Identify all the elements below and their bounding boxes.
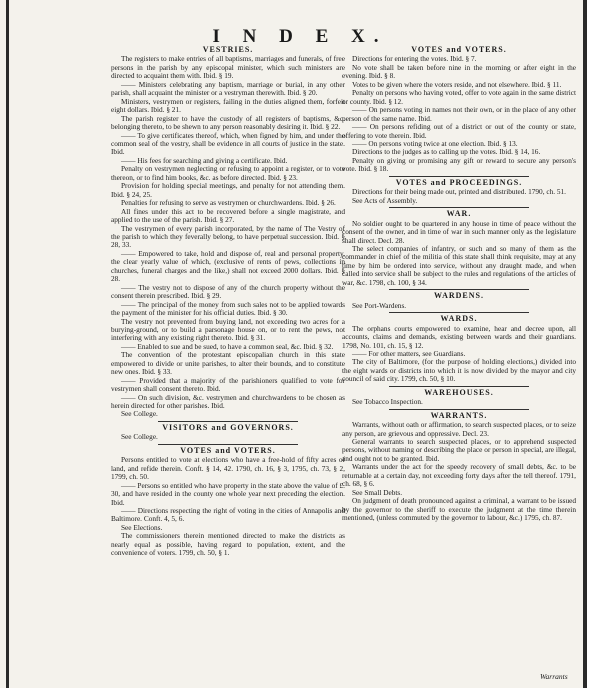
see-reference: See Elections.: [121, 522, 163, 532]
index-entry: Directions for their being made out, printed and distributed. 1790, ch. 51.: [352, 187, 566, 197]
section-divider: [389, 289, 529, 290]
see-reference: See Acts of Assembly.: [352, 195, 418, 205]
index-entry: The convention of the protestant episcopalian church in this state empowered to divide or unite parishes, to alter their bounds, and to constitute new ones. Ibid. § 33.: [111, 350, 345, 377]
index-entry: On judgment of death pronounced against a criminal, a warrant to be issued by the governor to the sheriff to execute the judgment at the time therein mentioned, (unless commuted by the governor to labour, &c.) 1795, ch. 87.: [342, 496, 576, 523]
index-entry: Warrants under the act for the speedy recovery of small debts, &c. to be returnable at a certain day, not exceeding forty days after the tell thereof. 1791, ch. 68, § 6.: [342, 462, 576, 489]
index-entry: Penalty on vestrymen neglecting or refusing to appoint a register, or to vote thereon, or to find him books, &c. as before directed. Ibid. § 23.: [111, 164, 345, 182]
index-entry: —— To give certificates thereof, which, when figned by him, and under the common seal of the vestry, shall be evidence in all courts of justice in the state. Ibid.: [111, 130, 345, 157]
catchword: Warrants: [540, 672, 568, 681]
index-entry: Penalties for refusing to serve as vestrymen or churchwardens. Ibid. § 26.: [121, 198, 336, 208]
index-entry: The registers to make entries of all baptisms, marriages and funerals, of free persons in the parish by any episcopal minister, which such ministers are directed to acquaint them with. Ibid. § 19.: [111, 54, 345, 81]
section-divider: [158, 444, 298, 445]
section-heading-wardens: WARDENS.: [433, 291, 484, 301]
section-heading-votes: VOTES and VOTERS.: [180, 445, 276, 455]
index-entry: The orphans courts empowered to examine, hear and decree upon, all accounts, claims and demands, existing between wards and their guardians. 1798, No. 101, ch. 15, § 12.: [342, 323, 576, 350]
page-edge: [587, 0, 600, 688]
section-divider: [389, 207, 529, 208]
section-heading-visitors: VISITORS and GOVERNORS.: [162, 422, 294, 432]
index-entry: —— On persons refiding out of a district or out of the county or state, offering to vote therein. Ibid.: [342, 122, 576, 140]
index-entry: The vestry not prevented from buying land, not exceeding two acres for a burying-ground, or to build a parsonage house on, or to rent the pews, not interfering with any existing right thereto. Ibid. § 31.: [111, 316, 345, 343]
index-entry: —— Empowered to take, hold and dispose of, real and personal property, the clear yearly value of which, (exclusive of rents of pews, collections in churches, funeral charges and the like,) shall not exceed 2000 dollars. Ibid. § 28.: [111, 248, 345, 284]
section-heading-warrants: WARRANTS.: [430, 410, 488, 420]
index-entry: Penalty on persons who having voted, offer to vote again in the same district or county. Ibid. § 12.: [342, 88, 576, 106]
see-reference: See Port-Wardens.: [352, 300, 407, 310]
index-entry: Votes to be given where the voters reside, and not elsewhere. Ibid. § 11.: [352, 79, 562, 89]
index-entry: —— The principal of the money from such sales not to be applied towards the payment of the minister for his official duties. Ibid. § 30.: [111, 299, 345, 318]
index-entry: Warrants, without oath or affirmation, to search suspected places, or to seize any person, are grievous and oppressive. Decl. 23.: [342, 420, 576, 438]
see-reference: See College.: [121, 432, 158, 442]
index-entry: Persons entitled to vote at elections who have a free-hold of fifty acres of land, and refide therein. Conft. § 14, 42. 1790, ch. 16, § 3, 1795, ch. 73, § 2, 1799, ch. 50.: [111, 455, 345, 482]
index-entry: Ministers, vestrymen or registers, failing in the duties aligned them, forfeit eight dollars. Ibid. § 21.: [111, 96, 345, 115]
index-entry: Directions for entering the votes. Ibid. § 7.: [352, 54, 477, 64]
index-entry: Penalty on giving or promising any gift or reward to secure any person's vote. Ibid. § 18.: [342, 155, 576, 174]
index-entry: No vote shall be taken before nine in the morning or after eight in the evening. Ibid. § 8.: [342, 62, 576, 81]
index-entry: The commissioners therein mentioned directed to make the districts as nearly equal as possible, having regard to population, extent, and the convenience of voters. 1799, ch. 50, § 1.: [111, 531, 345, 558]
index-entry: —— Persons so entitled who have property in the state above the value of £. 30, and have resided in the county one whole year next preceding the election. Ibid.: [111, 480, 345, 507]
left-column: [111, 44, 345, 674]
index-entry: —— Ministers celebrating any baptism, marriage or burial, in any other parish, shall acquaint the minister or a vestryman therewith. Ibid. § 20.: [111, 79, 345, 98]
index-entry: No soldier ought to be quartered in any house in time of peace without the consent of the owner, and in time of war in such manner only as the legislature shall direct. Decl. 28.: [342, 218, 576, 245]
index-entry: —— Enabled to sue and be sued, to have a common seal, &c. Ibid. § 32.: [121, 341, 334, 351]
index-entry: —— For other matters, see Guardians.: [352, 348, 466, 358]
section-heading-warehouses: WAREHOUSES.: [424, 387, 494, 397]
index-entry: —— Directions respecting the right of voting in the cities of Annapolis and Baltimore. Conft. 4, 5, 6.: [111, 506, 345, 524]
right-column: [342, 44, 576, 674]
page-border-left: [6, 0, 9, 688]
section-heading-vestries: VESTRIES.: [202, 45, 254, 54]
index-entry: General warrants to search suspected places, or to apprehend suspected persons, without naming or describing the place or person in special, are illegal, and ought not to be granted. Ibid.: [342, 437, 576, 463]
index-entry: The select companies of infantry, or such and so many of them as the commander in chief of the militia of this state shall think requisite, may at any time by him be ordered into service, without any draught made, and when called into service shall be subject to the rules and regulations of the articles of war, &c. 1798, ch. 100, § 34.: [342, 243, 576, 287]
section-divider: [158, 421, 298, 422]
index-entry: The vestrymen of every parish incorporated, by the name of The Vestry of the parish to which they feverally belong, to have perpetual succession. Ibid. § 28, 33.: [111, 223, 345, 250]
index-entry: —— On persons voting in names not their own, or in the place of any other person of the same name. Ibid.: [342, 105, 576, 123]
section-divider: [389, 409, 529, 410]
vestries-entries: [111, 55, 345, 418]
section-divider: [389, 386, 529, 387]
index-entry: The city of Baltimore, (for the purpose of holding elections,) divided into the eight wards or districts into which it is now divided by the mayor and city council of said city. 1799, ch. 50, § 10.: [342, 357, 576, 384]
section-divider: [389, 312, 529, 313]
section-heading-votes-continued: VOTES and VOTERS.: [411, 45, 507, 54]
index-entry: —— His fees for searching and giving a certificate. Ibid.: [121, 155, 288, 165]
index-entry: —— On persons voting twice at one election. Ibid. § 13.: [352, 138, 518, 148]
index-entry: Directions to the judges as to calling up the votes. Ibid. § 14, 16.: [352, 147, 541, 157]
section-heading-war: WAR.: [446, 209, 472, 219]
section-heading-proceedings: VOTES and PROCEEDINGS.: [395, 177, 523, 187]
index-entry: All fines under this act to be recovered before a single magistrate, and applied to the use of the parish. Ibid. § 27.: [111, 206, 345, 225]
index-entry: —— The vestry not to dispose of any of the church property without the consent therein prescribed. Ibid. § 29.: [111, 282, 345, 301]
see-reference: See Tobacco Inspection.: [352, 397, 423, 407]
index-entry: —— Provided that a majority of the parishioners qualified to vote for vestrymen shall consent thereto. Ibid.: [111, 375, 345, 394]
section-divider: [389, 176, 529, 177]
index-entry: —— On such division, &c. vestrymen and churchwardens to be chosen as herein directed for other parishes. Ibid.: [111, 392, 345, 411]
index-entry: The parish register to have the custody of all registers of baptisms, &c. belonging thereto, to be shewn to any person reasonably desiring it. Ibid. § 22.: [111, 113, 345, 132]
index-entry: Provision for holding special meetings, and penalty for not attending them. Ibid. § 24, 25.: [111, 181, 345, 199]
page-title: I N D E X.: [212, 26, 388, 47]
section-heading-wards: WARDS.: [440, 314, 478, 324]
see-reference: See College.: [121, 409, 158, 419]
see-reference: See Small Debts.: [352, 487, 403, 497]
